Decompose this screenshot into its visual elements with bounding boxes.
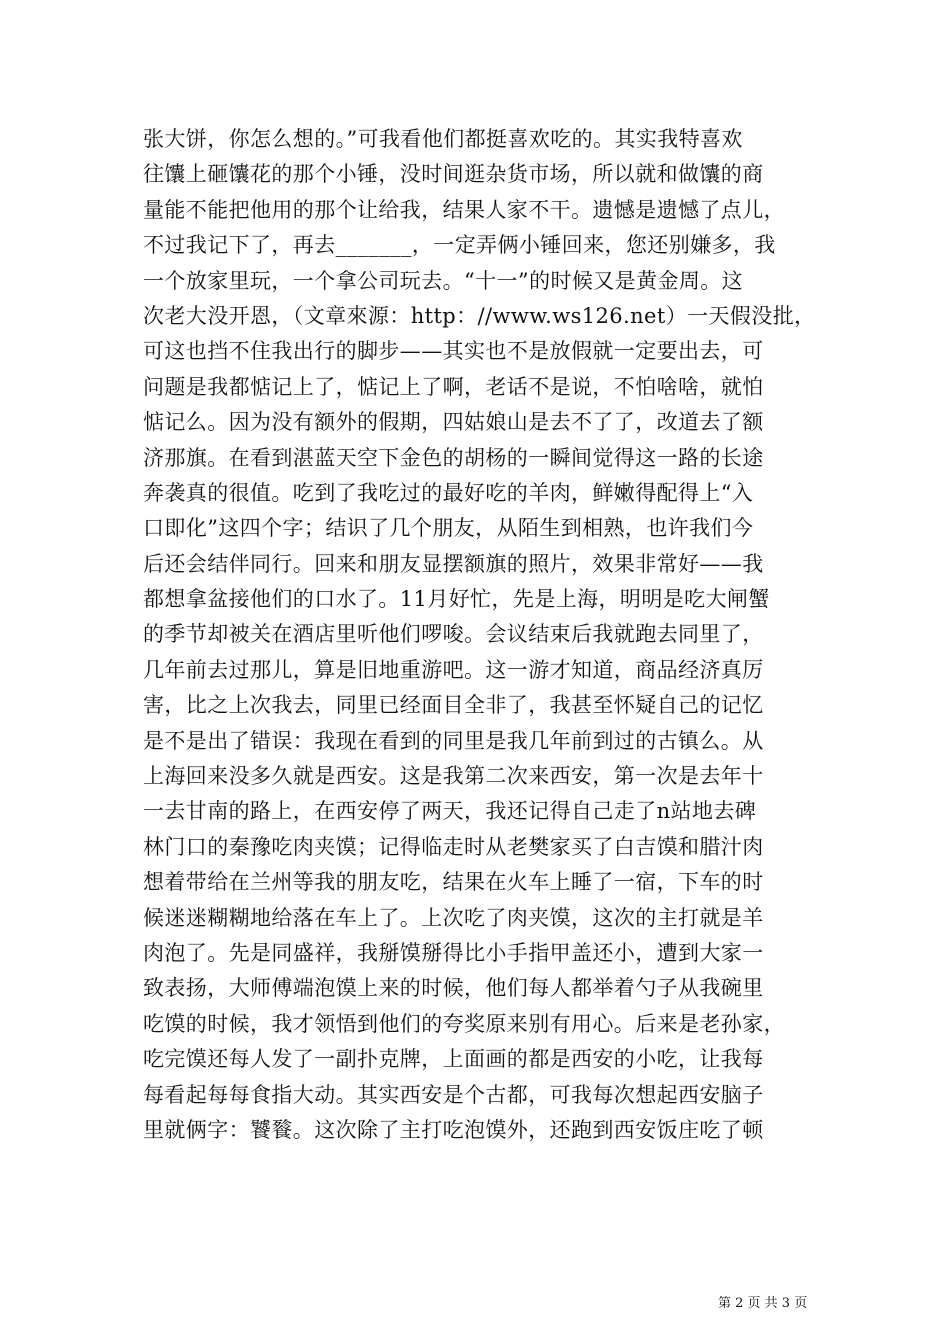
text-line: 一去甘南的路上，在西安停了两天，我还记得自己走了n站地去碑	[143, 799, 757, 824]
text-line: 是不是出了错误：我现在看到的同里是我几年前到过的古镇么。从	[143, 728, 764, 753]
text-line: 口即化”这四个字；结识了几个朋友，从陌生到相熟，也许我们今	[143, 516, 754, 541]
text-line: 吃馍的时候，我才领悟到他们的夸奖原来别有用心。后来是老孙家，	[143, 1011, 785, 1036]
text-line: 上海回来没多久就是西安。这是我第二次来西安，第一次是去年十	[143, 764, 764, 789]
text-line: 每看起每每食指大动。其实西安是个古都，可我每次想起西安脑子	[143, 1082, 764, 1107]
text-line: 想着带给在兰州等我的朋友吃，结果在火车上睡了一宿，下车的时	[143, 870, 764, 895]
text-line: 量能不能把他用的那个让给我，结果人家不干。遗憾是遗憾了点儿，	[143, 197, 785, 222]
text-line: 可这也挡不住我出行的脚步——其实也不是放假就一定要出去，可	[143, 339, 764, 364]
text-line: 后还会结伴同行。回来和朋友显摆额旗的照片，效果非常好——我	[143, 551, 764, 576]
text-line: 不过我记下了，再去_______，一定弄俩小锤回来，您还别嫌多，我	[143, 233, 776, 258]
text-line: 张大饼，你怎么想的。”可我看他们都挺喜欢吃的。其实我特喜欢	[143, 127, 743, 151]
text-line: 吃完馍还每人发了一副扑克牌，上面画的都是西安的小吃，让我每	[143, 1047, 764, 1072]
text-line: 济那旗。在看到湛蓝天空下金色的胡杨的一瞬间觉得这一路的长途	[143, 445, 764, 470]
text-line: 几年前去过那儿，算是旧地重游吧。这一游才知道，商品经济真厉	[143, 657, 764, 682]
text-line: 害，比之上次我去，同里已经面目全非了，我甚至怀疑自己的记忆	[143, 693, 764, 718]
text-line: 的季节却被关在酒店里听他们啰唆。会议结束后我就跑去同里了，	[143, 622, 764, 647]
text-line: 都想拿盆接他们的口水了。11月好忙，先是上海，明明是吃大闸蟹	[143, 587, 770, 612]
text-line: 候迷迷糊糊地给落在车上了。上次吃了肉夹馍，这次的主打就是羊	[143, 905, 764, 930]
text-line: 林门口的秦豫吃肉夹馍；记得临走时从老樊家买了白吉馍和腊汁肉	[143, 834, 764, 859]
text-line: 往馕上砸馕花的那个小锤，没时间逛杂货市场，所以就和做馕的商	[143, 162, 764, 187]
text-line: 惦记么。因为没有额外的假期，四姑娘山是去不了了，改道去了额	[143, 410, 764, 435]
text-line: 致表扬，大师傅端泡馍上来的时候，他们每人都举着勺子从我碗里	[143, 976, 764, 1001]
text-line: 里就俩字：饕餮。这次除了主打吃泡馍外，还跑到西安饭庄吃了顿	[143, 1117, 764, 1142]
text-line: 肉泡了。先是同盛祥，我掰馍掰得比小手指甲盖还小，遭到大家一	[143, 940, 764, 965]
body-text	[143, 122, 833, 1148]
page-number-footer: 第 2 页 共 3 页	[718, 1296, 808, 1311]
text-line: 一个放家里玩，一个拿公司玩去。“十一”的时候又是黄金周。这	[143, 268, 744, 293]
text-line: 奔袭真的很值。吃到了我吃过的最好吃的羊肉，鲜嫩得配得上“入	[143, 480, 754, 505]
text-line: 次老大没开恩，（文章來源：http：//www.ws126.net）一天假没批，	[143, 303, 816, 328]
text-line: 问题是我都惦记上了，惦记上了啊，老话不是说，不怕啥啥，就怕	[143, 374, 764, 399]
